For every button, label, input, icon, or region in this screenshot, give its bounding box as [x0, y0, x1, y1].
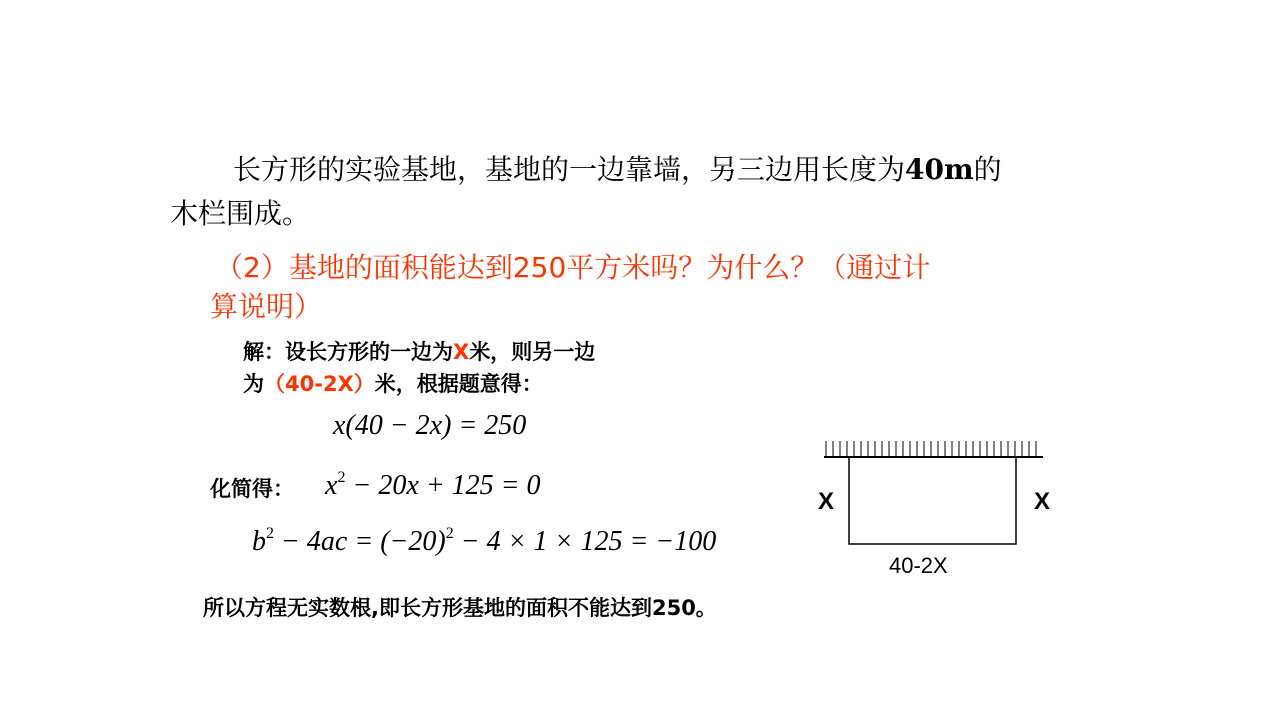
- equation-2: [325, 470, 541, 502]
- diagram-left-label: X: [818, 488, 835, 515]
- conclusion: 所以方程无实数根,即长方形基地的面积不能达到250。: [203, 596, 717, 620]
- problem-line-1: [233, 148, 1002, 192]
- problem-text-b: 的: [973, 153, 1002, 186]
- diagram-right-label: X: [1034, 488, 1051, 515]
- solution-line-2: [243, 367, 543, 401]
- solution-text-c: 为: [243, 372, 264, 396]
- problem-line-2: 木栏围成。: [170, 197, 311, 230]
- diagram-bottom-label: 40-2X: [889, 553, 948, 578]
- discriminant-equation: [252, 526, 716, 558]
- solution-variable: X: [453, 340, 470, 364]
- wall-rectangle-diagram: [820, 435, 1050, 550]
- solution-expression: （40-2X）: [264, 372, 375, 396]
- problem-text-a: 长方形的实验基地，基地的一边靠墙，另三边用长度为: [233, 153, 906, 186]
- solution-text-b: 米，则另一边: [469, 340, 596, 364]
- simplify-label: 化简得：: [210, 477, 294, 501]
- equation-1-text: x(40 − 2x) = 250: [333, 410, 527, 441]
- equation-1: [333, 410, 526, 442]
- discriminant-exponent-2: 2: [445, 525, 454, 542]
- question-line-1: （2）基地的面积能达到250平方米吗？为什么？（通过计: [215, 251, 931, 284]
- solution-text-d: 米，根据题意得：: [374, 372, 543, 396]
- question-line-2: 算说明）: [210, 290, 323, 323]
- discriminant-middle: − 4ac = (−20): [274, 526, 446, 557]
- solution-text-a: 解：设长方形的一边为: [243, 340, 453, 364]
- equation-2-rest: − 20x + 125 = 0: [345, 470, 541, 501]
- solution-line-1: [243, 335, 595, 369]
- equation-2-base: x: [325, 470, 338, 501]
- rectangle-field: [849, 457, 1016, 544]
- equation-2-exponent: 2: [337, 469, 346, 486]
- discriminant-base: b: [252, 526, 266, 557]
- discriminant-rest: − 4 × 1 × 125 = −100: [453, 526, 717, 557]
- wall-hatching: [826, 441, 1036, 457]
- problem-length: 40m: [905, 153, 974, 186]
- discriminant-exponent: 2: [266, 525, 274, 542]
